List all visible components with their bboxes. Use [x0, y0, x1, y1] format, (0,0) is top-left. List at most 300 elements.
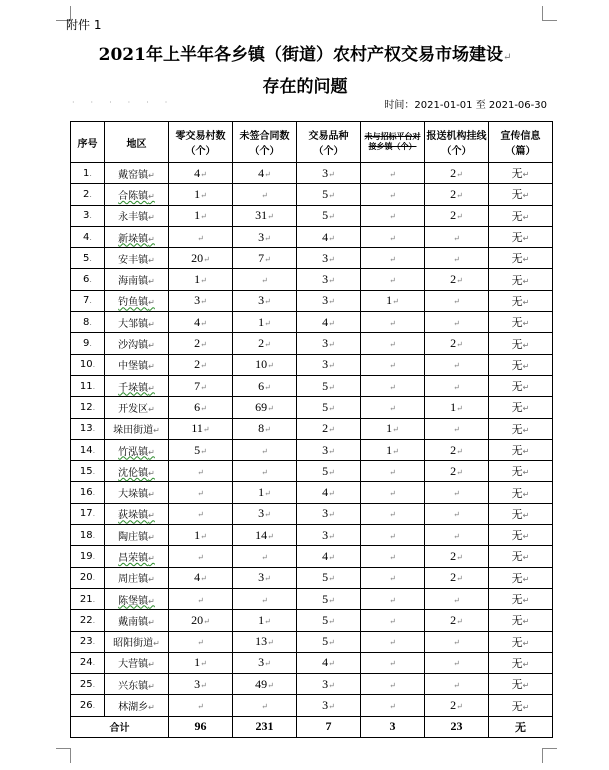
- value-cell: [425, 333, 489, 354]
- paragraph-mark: ↵: [389, 659, 396, 669]
- cell-text: 3: [322, 272, 329, 287]
- row-index-cell: [71, 397, 105, 418]
- table-row: [71, 546, 553, 567]
- value-cell: [233, 312, 297, 333]
- header-cell: 交易品种（个）: [297, 122, 361, 163]
- paragraph-mark: ↵: [389, 190, 396, 200]
- value-cell: [361, 631, 425, 652]
- value-cell: [233, 652, 297, 673]
- paragraph-mark: ↵: [148, 490, 155, 500]
- table-row: [71, 439, 553, 460]
- cell-text: 18: [79, 529, 93, 541]
- cell-text: 5: [83, 252, 90, 264]
- region-cell: [105, 333, 169, 354]
- paragraph-mark: .: [92, 488, 96, 498]
- row-index-cell: [71, 248, 105, 269]
- value-cell: [425, 226, 489, 247]
- paragraph-mark: ↵: [264, 340, 271, 350]
- paragraph-mark: ↵: [148, 404, 155, 414]
- paragraph-mark: ↵: [522, 468, 530, 478]
- value-cell: [233, 290, 297, 311]
- value-cell: [489, 503, 553, 524]
- cell-text: 2: [450, 186, 457, 201]
- total-cell: 7: [297, 716, 361, 737]
- value-cell: [169, 418, 233, 439]
- cell-text: 20: [191, 250, 204, 265]
- paragraph-mark: .: [92, 658, 96, 668]
- paragraph-mark: ↵: [522, 447, 530, 456]
- value-cell: [425, 397, 489, 418]
- paragraph-mark: .: [89, 253, 92, 263]
- region-cell: [105, 525, 169, 546]
- paragraph-mark: ↵: [148, 213, 155, 223]
- paragraph-mark: .: [89, 275, 92, 285]
- row-index-cell: [71, 333, 105, 354]
- paragraph-mark: ↵: [153, 639, 160, 649]
- cell-text: 竹泓镇: [118, 446, 149, 458]
- paragraph-mark: ↵: [153, 426, 160, 436]
- cell-text: 2: [322, 421, 329, 436]
- format-marks: ······: [72, 98, 184, 107]
- cell-text: 13: [79, 423, 93, 435]
- cell-text: 22: [79, 614, 93, 626]
- cell-text: 无: [511, 316, 523, 330]
- paragraph-mark: ↵: [200, 361, 207, 371]
- paragraph-mark: ↵: [264, 233, 271, 243]
- paragraph-mark: .: [92, 679, 96, 689]
- table-row: [71, 248, 553, 269]
- region-cell: [105, 205, 169, 226]
- value-cell: [425, 418, 489, 439]
- value-cell: [361, 610, 425, 631]
- paragraph-mark: .: [92, 360, 96, 370]
- paragraph-mark: ↵: [522, 553, 530, 563]
- cell-text: 无: [511, 656, 523, 670]
- value-cell: [169, 482, 233, 503]
- cell-text: 2: [450, 208, 457, 223]
- paragraph-mark: ↵: [522, 212, 530, 222]
- region-cell: [105, 652, 169, 673]
- value-cell: [361, 312, 425, 333]
- value-cell: [169, 525, 233, 546]
- cell-text: 无: [511, 699, 523, 713]
- cell-text: 5: [322, 612, 329, 627]
- row-index-cell: [71, 567, 105, 588]
- value-cell: [169, 674, 233, 695]
- value-cell: [233, 503, 297, 524]
- value-cell: [489, 269, 553, 290]
- cell-text: 大垛镇: [118, 489, 149, 501]
- cell-text: 4: [322, 485, 329, 500]
- value-cell: [297, 652, 361, 673]
- paragraph-mark: ↵: [148, 703, 155, 713]
- cell-text: 无: [511, 614, 523, 628]
- paragraph-mark: ↵: [261, 595, 268, 605]
- paragraph-mark: ↵: [453, 595, 460, 605]
- row-index-cell: [71, 631, 105, 652]
- cell-text: 昭阳街道: [113, 638, 154, 650]
- value-cell: [233, 354, 297, 375]
- paragraph-mark: .: [92, 637, 96, 647]
- paragraph-mark: .: [89, 168, 92, 178]
- paragraph-mark: ↵: [522, 638, 530, 648]
- table-row: [71, 163, 553, 184]
- header-cell: 序号: [71, 122, 105, 163]
- value-cell: [361, 205, 425, 226]
- value-cell: [169, 184, 233, 205]
- cell-text: 海南镇: [118, 276, 149, 288]
- paragraph-mark: ↵: [197, 552, 204, 562]
- paragraph-mark: ↵: [389, 638, 396, 648]
- paragraph-mark: .: [89, 211, 92, 221]
- page-corner-mark: [542, 6, 557, 21]
- value-cell: [425, 546, 489, 567]
- cell-text: 2: [450, 272, 457, 287]
- cell-text: 永丰镇: [118, 212, 149, 224]
- paragraph-mark: ↵: [522, 425, 530, 435]
- value-cell: [297, 695, 361, 716]
- region-cell: [105, 546, 169, 567]
- paragraph-mark: ↵: [522, 617, 530, 627]
- paragraph-mark: ↵: [264, 382, 271, 392]
- value-cell: [233, 695, 297, 716]
- paragraph-mark: ↵: [522, 170, 530, 180]
- cell-text: 15: [79, 465, 93, 477]
- paragraph-mark: ↵: [264, 574, 271, 584]
- paragraph-mark: ↵: [264, 297, 271, 307]
- value-cell: [361, 290, 425, 311]
- cell-text: 无: [511, 507, 523, 521]
- value-cell: [233, 205, 297, 226]
- paragraph-mark: ↵: [197, 638, 204, 648]
- cell-text: 无: [511, 444, 523, 457]
- cell-text: 3: [83, 210, 90, 222]
- value-cell: [233, 546, 297, 567]
- cell-text: 无: [511, 422, 523, 436]
- cell-text: 5: [194, 442, 201, 457]
- table-row: [71, 354, 553, 375]
- value-cell: [169, 375, 233, 396]
- value-cell: [425, 439, 489, 460]
- value-cell: [489, 567, 553, 588]
- cell-text: 沈伦镇: [118, 467, 149, 479]
- row-index-cell: [71, 503, 105, 524]
- region-cell: [105, 248, 169, 269]
- region-cell: [105, 163, 169, 184]
- paragraph-mark: ↵: [328, 510, 335, 520]
- value-cell: [169, 503, 233, 524]
- value-cell: [297, 333, 361, 354]
- value-cell: [169, 567, 233, 588]
- value-cell: [425, 248, 489, 269]
- paragraph-mark: ↵: [197, 595, 204, 605]
- paragraph-mark: ↵: [392, 446, 399, 456]
- value-cell: [361, 184, 425, 205]
- row-index-cell: [71, 461, 105, 482]
- paragraph-mark: ↵: [389, 212, 396, 222]
- value-cell: [425, 461, 489, 482]
- value-cell: [361, 226, 425, 247]
- value-cell: [297, 482, 361, 503]
- cell-text: 5: [322, 570, 329, 585]
- header-cell: 零交易村数（个）: [169, 122, 233, 163]
- value-cell: [233, 418, 297, 439]
- cell-text: 5: [322, 208, 329, 223]
- paragraph-mark: ↵: [202, 425, 210, 435]
- paragraph-mark: ↵: [389, 702, 396, 712]
- paragraph-mark: ↵: [328, 702, 335, 712]
- cell-text: 3: [322, 357, 329, 372]
- cell-text: 1: [258, 314, 265, 329]
- paragraph-mark: ↵: [148, 319, 155, 329]
- cell-text: 2: [194, 357, 201, 372]
- cell-text: 安丰镇: [118, 254, 149, 266]
- row-index-cell: [71, 482, 105, 503]
- paragraph-mark: ↵: [267, 638, 274, 648]
- value-cell: [361, 525, 425, 546]
- value-cell: [489, 695, 553, 716]
- paragraph-mark: .: [92, 701, 96, 711]
- paragraph-mark: ↵: [453, 254, 460, 264]
- header-cell: 宣传信息（篇）: [489, 122, 553, 163]
- cell-text: 林湖乡: [118, 702, 149, 714]
- value-cell: [233, 375, 297, 396]
- cell-text: 1: [194, 655, 201, 670]
- paragraph-mark: ↵: [453, 318, 460, 328]
- region-cell: [105, 482, 169, 503]
- value-cell: [425, 290, 489, 311]
- cell-text: 无: [511, 337, 523, 351]
- value-cell: [297, 354, 361, 375]
- paragraph-mark: ↵: [522, 510, 530, 520]
- value-cell: [233, 610, 297, 631]
- value-cell: [361, 439, 425, 460]
- value-cell: [233, 525, 297, 546]
- value-cell: [489, 482, 553, 503]
- cell-text: 4: [194, 314, 201, 329]
- cell-text: 无: [511, 167, 523, 181]
- cell-text: 14: [79, 444, 93, 456]
- paragraph-mark: .: [92, 573, 96, 583]
- value-cell: [297, 461, 361, 482]
- cell-text: 2: [450, 336, 457, 351]
- value-cell: [169, 248, 233, 269]
- cell-text: 无: [511, 529, 523, 543]
- table-row: [71, 184, 553, 205]
- cell-text: 2: [450, 442, 457, 457]
- cell-text: 4: [322, 229, 329, 244]
- attachment-label: 附件 1: [66, 18, 102, 32]
- value-cell: [425, 205, 489, 226]
- value-cell: [489, 248, 553, 269]
- paragraph-mark: ↵: [328, 680, 335, 690]
- cell-text: 4: [322, 655, 329, 670]
- paragraph-mark: ↵: [148, 191, 155, 201]
- paragraph-mark: .: [92, 466, 96, 476]
- paragraph-mark: ↵: [453, 531, 460, 541]
- paragraph-mark: ↵: [389, 552, 396, 562]
- cell-text: 31: [255, 208, 268, 223]
- cell-text: 无: [511, 486, 523, 500]
- cell-text: 14: [255, 527, 268, 542]
- paragraph-mark: ↵: [453, 510, 460, 520]
- table-row: [71, 588, 553, 609]
- cell-text: 钓鱼镇: [118, 297, 149, 309]
- value-cell: [425, 184, 489, 205]
- row-index-cell: [71, 205, 105, 226]
- paragraph-mark: ↵: [328, 382, 335, 392]
- cell-text: 无: [511, 231, 523, 245]
- paragraph-mark: ↵: [328, 616, 335, 626]
- cell-text: 23: [79, 636, 93, 648]
- cell-text: 3: [322, 165, 329, 180]
- table-row: [71, 397, 553, 418]
- report-period: 时间：2021-01-01 至 2021-06-30: [384, 100, 547, 111]
- row-index-cell: [71, 354, 105, 375]
- value-cell: [233, 674, 297, 695]
- paragraph-mark: ↵: [453, 638, 460, 648]
- cell-text: 1: [194, 208, 201, 223]
- cell-text: 9: [83, 338, 90, 350]
- cell-text: 3: [258, 570, 265, 585]
- row-index-cell: [71, 269, 105, 290]
- value-cell: [361, 461, 425, 482]
- cell-text: 无: [511, 401, 523, 415]
- value-cell: [169, 205, 233, 226]
- cell-text: 沙沟镇: [118, 340, 149, 352]
- value-cell: [169, 610, 233, 631]
- paragraph-mark: .: [92, 615, 96, 625]
- cell-text: 1: [386, 421, 393, 436]
- paragraph-mark: ↵: [261, 446, 268, 456]
- paragraph-mark: ↵: [200, 446, 207, 456]
- cell-text: 20: [79, 572, 93, 584]
- row-index-cell: [71, 525, 105, 546]
- cell-text: 无: [511, 465, 523, 479]
- cell-text: 4: [322, 548, 329, 563]
- paragraph-mark: ↵: [328, 318, 335, 328]
- paragraph-mark: ↵: [197, 702, 204, 712]
- cell-text: 4: [194, 570, 201, 585]
- table-row: [71, 652, 553, 673]
- cell-text: 1: [386, 442, 393, 457]
- paragraph-mark: ↵: [328, 169, 335, 179]
- region-cell: [105, 567, 169, 588]
- cell-text: 11: [79, 380, 93, 392]
- cell-text: 无: [511, 188, 523, 202]
- cell-text: 1: [386, 293, 393, 308]
- paragraph-mark: ↵: [148, 277, 155, 287]
- paragraph-mark: .: [89, 339, 92, 349]
- value-cell: [169, 652, 233, 673]
- table-row: [71, 333, 553, 354]
- paragraph-mark: ↵: [148, 234, 155, 244]
- cell-text: 49: [255, 676, 268, 691]
- cell-text: 1: [258, 485, 265, 500]
- cell-text: 10: [79, 359, 93, 371]
- paragraph-mark: ↵: [148, 362, 155, 372]
- row-index-cell: [71, 312, 105, 333]
- paragraph-mark: .: [92, 402, 96, 412]
- paragraph-mark: ↵: [261, 467, 268, 477]
- paragraph-mark: ↵: [522, 681, 530, 691]
- cell-text: 2: [450, 548, 457, 563]
- paragraph-mark: ↵: [148, 660, 155, 670]
- cell-text: 5: [322, 591, 329, 606]
- paragraph-mark: ↵: [148, 341, 155, 351]
- cell-text: 3: [258, 229, 265, 244]
- row-index-cell: [71, 439, 105, 460]
- value-cell: [489, 439, 553, 460]
- value-cell: [361, 503, 425, 524]
- table-row: [71, 375, 553, 396]
- value-cell: [169, 333, 233, 354]
- value-cell: [361, 482, 425, 503]
- paragraph-mark: ↵: [453, 382, 460, 392]
- paragraph-mark: ↵: [264, 510, 271, 520]
- cell-text: 无: [511, 273, 523, 287]
- cell-text: 1: [450, 399, 457, 414]
- cell-text: 无: [511, 571, 523, 585]
- cell-text: 兴东镇: [118, 680, 149, 692]
- value-cell: [489, 354, 553, 375]
- table-row: [71, 461, 553, 482]
- paragraph-mark: ↵: [453, 361, 460, 371]
- cell-text: 无: [511, 294, 523, 308]
- cell-text: 2: [450, 612, 457, 627]
- value-cell: [233, 333, 297, 354]
- table-row: [71, 269, 553, 290]
- value-cell: [297, 205, 361, 226]
- value-cell: [425, 482, 489, 503]
- value-cell: [169, 163, 233, 184]
- paragraph-mark: ↵: [148, 596, 155, 606]
- value-cell: [233, 397, 297, 418]
- region-cell: [105, 312, 169, 333]
- paragraph-mark: ↵: [389, 233, 396, 243]
- paragraph-mark: ↵: [200, 659, 207, 669]
- paragraph-mark: ↵: [267, 680, 274, 690]
- cell-text: 陈堡镇: [118, 595, 149, 607]
- value-cell: [297, 269, 361, 290]
- cell-text: 12: [79, 401, 93, 413]
- paragraph-mark: ↵: [453, 425, 460, 435]
- region-cell: [105, 375, 169, 396]
- row-index-cell: [71, 588, 105, 609]
- row-index-cell: [71, 184, 105, 205]
- value-cell: [297, 546, 361, 567]
- paragraph-mark: ↵: [203, 254, 210, 264]
- paragraph-mark: ↵: [200, 276, 207, 286]
- paragraph-mark: ↵: [267, 531, 274, 541]
- cell-text: 1: [194, 272, 201, 287]
- paragraph-mark: ↵: [456, 403, 463, 413]
- paragraph-mark: ↵: [389, 510, 396, 520]
- value-cell: [297, 674, 361, 695]
- value-cell: [169, 290, 233, 311]
- paragraph-mark: ↵: [328, 254, 335, 264]
- cell-text: 16: [79, 487, 93, 499]
- cell-text: 5: [322, 378, 329, 393]
- cell-text: 7: [258, 250, 265, 265]
- value-cell: [297, 248, 361, 269]
- cell-text: 4: [194, 165, 201, 180]
- cell-text: 大邹镇: [118, 318, 149, 330]
- paragraph-mark: ↵: [522, 234, 530, 244]
- table-row: [71, 525, 553, 546]
- cell-text: 3: [322, 527, 329, 542]
- total-row: [71, 716, 553, 737]
